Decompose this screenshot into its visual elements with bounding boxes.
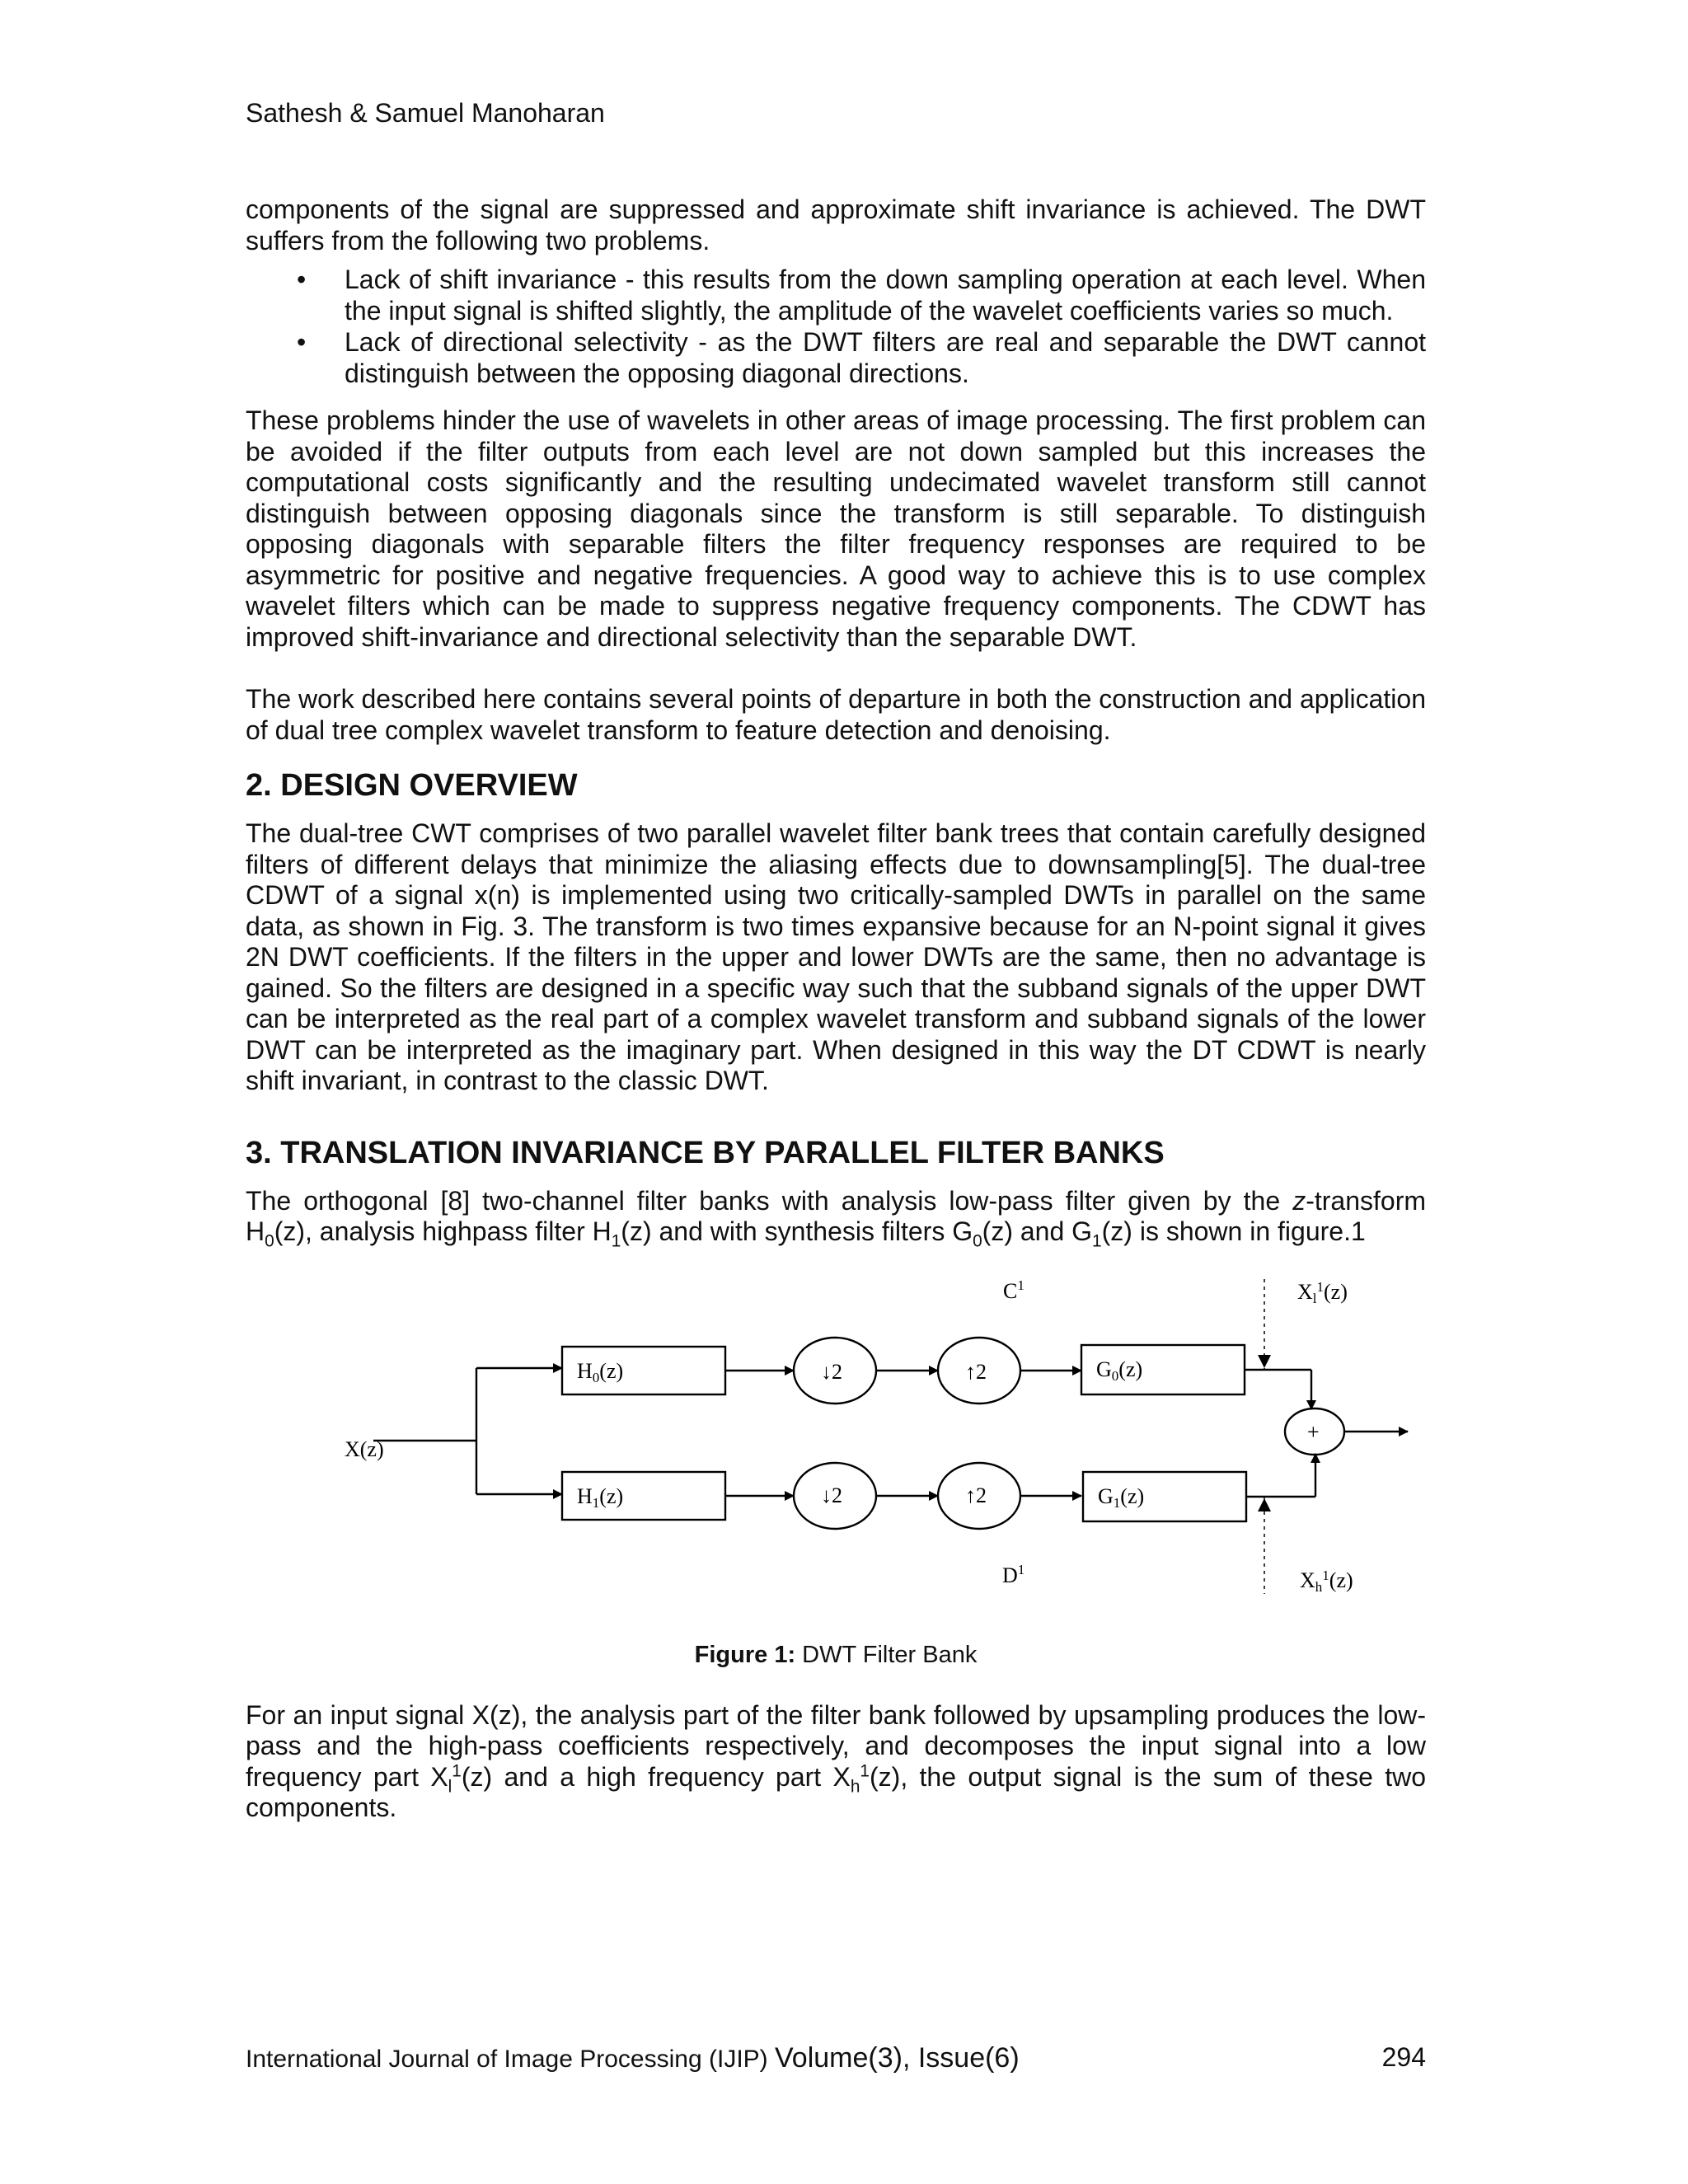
list-item — [246, 327, 1426, 389]
paragraph-filter-banks — [246, 1185, 1426, 1251]
subscript: 0 — [973, 1231, 982, 1251]
figure-caption — [246, 1642, 1426, 1669]
caption-text: DWT Filter Bank — [795, 1641, 978, 1668]
paragraph-problems: These problems hinder the use of wavelets in other areas of image processing. The first problem can be avoided if the filter outputs from each level are not down sampled but this increases the computational costs significantly and the resulting undecimated wavelet transform still cannot distinguish between opposing diagonals since the transform is still separable. To distinguish opposing diagonals with separable filters the filter frequency responses are required to be asymmetric for positive and negative frequencies. A good way to achieve this is to use complex wavelet filters which can be made to suppress negative frequency components. The CDWT has improved shift-invariance and directional selectivity than the separable DWT. — [246, 405, 1426, 652]
subscript: l — [448, 1776, 452, 1796]
text-run: (z), analysis highpass filter H — [274, 1216, 612, 1246]
text-run-italic: z — [1292, 1185, 1306, 1216]
running-header: Sathesh & Samuel Manoharan — [246, 98, 605, 128]
g1-label: G1(z) — [1098, 1483, 1145, 1511]
list-item — [246, 265, 1426, 326]
subscript: 1 — [611, 1231, 621, 1251]
caption-label: Figure 1: — [694, 1641, 796, 1668]
c1-label: $C^1$ — [1003, 1277, 1025, 1303]
d1-label: $D^1$ — [1002, 1561, 1025, 1587]
text-run: (z) and a high frequency part X — [461, 1761, 851, 1792]
text-run: (z) and G — [982, 1216, 1093, 1246]
upsample-bottom-label: ↑2 — [965, 1483, 987, 1507]
tap-bottom-arrowhead — [1258, 1498, 1271, 1511]
page-body — [246, 194, 1426, 1824]
text-run: For an input signal X(z), the analysis part of the filter bank followed by upsampling produces the low-pass and the high-pass coefficients respectively, and decomposes the input signal into a low frequency part X — [246, 1699, 1426, 1792]
paragraph-design: The dual-tree CWT comprises of two parallel wavelet filter bank trees that contain carefully designed filters of different delays that minimize the aliasing effects due to downsampling[5]. The dual-tree CDWT of a signal x(n) is implemented using two critically-sampled DWTs in parallel on the same data, as shown in Fig. 3. The transform is two times expansive because for an N-point signal it gives 2N DWT coefficients. If the filters in the upper and lower DWTs are the same, then no advantage is gained. So the filters are designed in a specific way such that the subband signals of the upper DWT can be interpreted as the real part of a complex wavelet transform and subband signals of the lower DWT can be interpreted as the imaginary part. When designed in this way the DT CDWT is nearly shift invariant, in contrast to the classic DWT. — [246, 818, 1426, 1095]
upsample-top-label: ↑2 — [965, 1359, 987, 1384]
problem-list — [246, 265, 1426, 389]
section-heading-design-overview: 2. DESIGN OVERVIEW — [246, 768, 578, 803]
text-run: The orthogonal [8] two-channel filter banks with analysis low-pass filter given by the — [246, 1185, 1293, 1216]
downsample-bottom-label: ↓2 — [821, 1483, 842, 1507]
downsample-top-label: ↓2 — [821, 1359, 842, 1384]
text-run: (z), the output signal is the sum of these two components. — [246, 1761, 1427, 1822]
subscript: 0 — [265, 1231, 274, 1251]
h1-label: H1(z) — [577, 1483, 624, 1511]
text-run: (z) and with synthesis filters G — [621, 1216, 973, 1246]
input-label: X(z) — [345, 1436, 384, 1461]
superscript: 1 — [860, 1760, 870, 1780]
bullet-text-shift-invariance: Lack of shift invariance - this results from the down sampling operation at each level. When the input signal is shifted slightly, the amplitude of the wavelet coefficients varies so much. — [345, 265, 1426, 326]
paragraph-final — [246, 1700, 1426, 1824]
footer-journal: International Journal of Image Processing (IJIP) — [246, 2046, 775, 2073]
text-run: (z) is shown in figure.1 — [1101, 1216, 1366, 1246]
paragraph-intro: components of the signal are suppressed and approximate shift invariance is achieved. The DWT suffers from the following two problems. — [246, 194, 1426, 255]
bullet-marker: • — [297, 327, 307, 357]
page-number: 294 — [1381, 2042, 1426, 2072]
h0-label: H0(z) — [577, 1358, 624, 1385]
tap-top-arrowhead — [1258, 1355, 1271, 1368]
page-footer — [246, 2042, 1426, 2074]
subscript: h — [850, 1776, 860, 1796]
subscript: 1 — [1092, 1231, 1102, 1251]
bullet-text-directional-selectivity: Lack of directional selectivity - as the DWT filters are real and separable the DWT cannot distinguish between the opposing diagonal directions. — [345, 327, 1426, 388]
filter-bank-diagram — [246, 1271, 1426, 1633]
section-heading-translation-invariance: 3. TRANSLATION INVARIANCE BY PARALLEL FILTER BANKS — [246, 1135, 1165, 1170]
footer-volume: Volume(3), Issue(6) — [774, 2042, 1020, 2074]
text-run: -transform H — [246, 1185, 1426, 1246]
paragraph-work: The work described here contains several points of departure in both the construction and application of dual tree complex wavelet transform to feature detection and denoising. — [246, 684, 1426, 745]
figure-dwt-filter-bank — [246, 1271, 1426, 1633]
bullet-marker: • — [297, 265, 307, 294]
sum-label: + — [1307, 1419, 1320, 1444]
xh-label: Xh$^1$(z) — [1300, 1567, 1353, 1595]
superscript: 1 — [452, 1760, 462, 1780]
xl-label: Xl$^1$(z) — [1297, 1278, 1348, 1306]
g0-label: G0(z) — [1096, 1357, 1143, 1384]
